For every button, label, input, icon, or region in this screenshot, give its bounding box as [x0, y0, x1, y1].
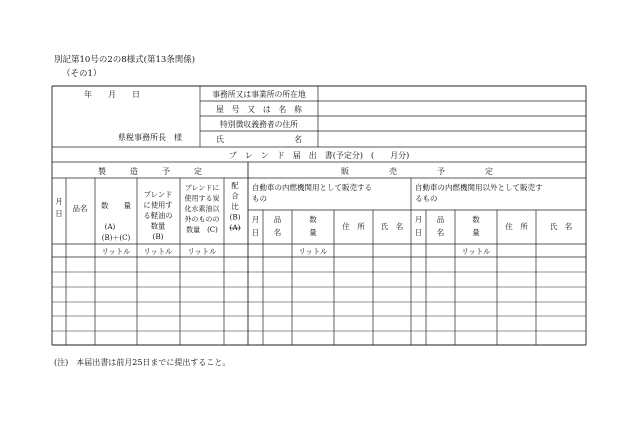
col-month-day: 月 [55, 197, 63, 206]
sales-engine-item: 品 [273, 215, 282, 224]
header-field-label: 屋 号 又 は 名 称 [216, 105, 302, 114]
sales-other-item: 名 [436, 228, 445, 237]
form-title: 別記第10号の2の8様式(第13条関係) [54, 55, 196, 65]
col-ratio: 配 [231, 181, 239, 190]
sales-other-address: 住 所 [505, 222, 528, 231]
sales-other-heading: 自動車の内燃機関用以外として販売す [415, 183, 543, 192]
col-light-oil: に使用す [143, 200, 173, 210]
sales-engine-qty: 量 [309, 228, 317, 237]
col-quantity-a: (A) [104, 223, 116, 231]
sales-other-month-day: 月 [414, 215, 423, 224]
unit-liter-sales-engine: リットル [298, 247, 328, 256]
sales-engine-heading: もの [252, 194, 267, 203]
unit-liter-quantity: リットル [101, 247, 131, 256]
col-ratio: (B) [229, 212, 241, 222]
sales-engine-qty: 数 [309, 215, 317, 224]
col-quantity: 数 量 [101, 201, 131, 210]
col-other-fuel: 使用する炭 [184, 194, 220, 203]
sales-other-month-day: 日 [414, 228, 423, 237]
col-light-oil: る軽油の [143, 211, 173, 220]
sales-other-qty: 量 [472, 228, 480, 237]
header-field-label: 特別徴収義務者の住所 [220, 120, 298, 129]
col-month-day: 日 [55, 209, 63, 218]
form-subtitle: （その1） [62, 69, 102, 79]
col-light-oil: 数量 [150, 221, 166, 231]
report-date: 年 月 日 [84, 90, 140, 99]
sales-engine-address: 住 所 [342, 222, 365, 231]
sales-other-item: 品 [436, 215, 445, 224]
header-field-label: 氏 名 [216, 135, 302, 144]
addressee: 県税事務所長 様 [118, 133, 182, 142]
sales-other-heading: るもの [415, 194, 438, 203]
col-ratio: 比 [231, 202, 239, 211]
section-manufacture: 製 造 予 定 [98, 167, 202, 176]
sales-other-qty: 数 [472, 215, 480, 224]
col-ratio: (A) [229, 223, 241, 232]
sales-engine-month-day: 日 [251, 228, 260, 237]
unit-liter-light-oil: リットル [143, 247, 173, 256]
col-quantity-bc: (B)＋(C) [101, 234, 131, 242]
col-item-name: 品名 [72, 204, 88, 213]
sales-engine-name: 氏 名 [380, 222, 404, 231]
col-ratio: 合 [231, 191, 239, 201]
report-title: ブ レ ン ド 届 出 書(予定分) ( 月分) [228, 151, 410, 160]
header-field-label: 事務所又は事業所の所在地 [212, 90, 306, 99]
sales-engine-month-day: 月 [251, 215, 260, 224]
col-other-fuel: 化水素油以 [184, 205, 220, 213]
sales-engine-heading: 自動車の内燃機関用として販売する [252, 183, 372, 192]
section-sales: 販 売 予 定 [341, 167, 493, 176]
sales-other-name: 氏 名 [549, 222, 573, 231]
col-light-oil: (B) [152, 232, 164, 241]
col-other-fuel: ブレンドに [184, 184, 220, 192]
col-other-fuel: 数量 (C) [186, 226, 218, 234]
unit-liter-other-fuel: リットル [187, 247, 217, 256]
sales-engine-item: 名 [273, 228, 282, 237]
col-other-fuel: 外のものの [184, 215, 220, 224]
footnote: (注) 本届出書は前月25日までに提出すること。 [54, 358, 231, 367]
col-light-oil: ブレンド [143, 190, 173, 199]
unit-liter-sales-other: リットル [461, 247, 491, 256]
